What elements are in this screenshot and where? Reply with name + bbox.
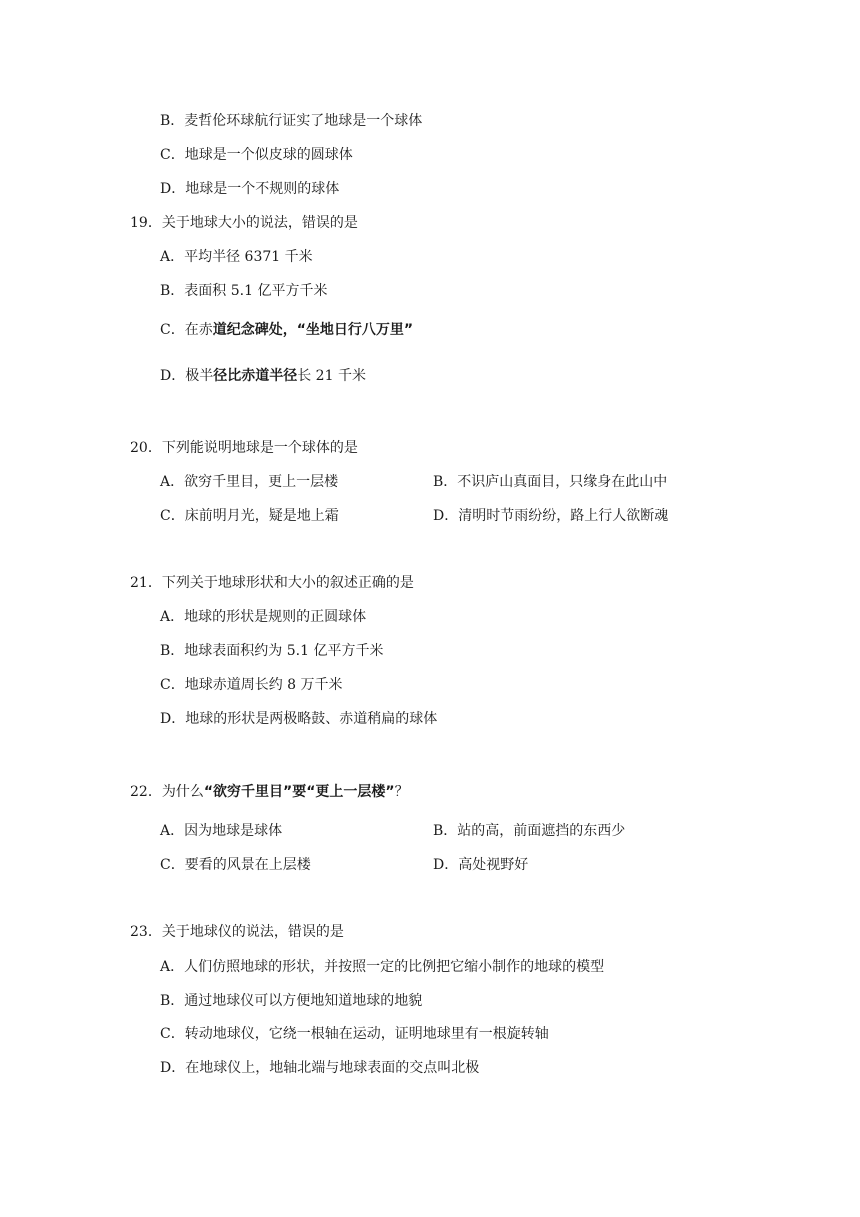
q21-option-c: C．地球赤道周长约 8 万千米 xyxy=(160,677,343,693)
q23-option-b: B．通过地球仪可以方便地知道地球的地貌 xyxy=(160,993,423,1009)
q21-stem: 21．下列关于地球形状和大小的叙述正确的是 xyxy=(130,575,414,591)
q19-option-d-prefix: D．极半 xyxy=(160,368,214,384)
q22-stem xyxy=(130,782,409,802)
q20-option-b: B．不识庐山真面目，只缘身在此山中 xyxy=(433,474,668,490)
q22-option-d: D．高处视野好 xyxy=(433,857,529,873)
q22-option-b: B．站的高，前面遮挡的东西少 xyxy=(433,823,626,839)
q19-stem: 19．关于地球大小的说法，错误的是 xyxy=(130,215,358,231)
q18-option-c: C．地球是一个似皮球的圆球体 xyxy=(160,147,353,163)
q19-option-d-suffix: 长 21 千米 xyxy=(297,368,366,384)
q23-option-d: D．在地球仪上，地轴北端与地球表面的交点叫北极 xyxy=(160,1060,480,1076)
q19-option-c-rest: 道纪念碑处，“坐地日行八万里” xyxy=(212,322,414,338)
q22-stem-quote: “欲穷千里目”要“更上一层楼” xyxy=(203,784,395,800)
q22-option-a: A．因为地球是球体 xyxy=(160,823,283,839)
q21-option-a: A．地球的形状是规则的正圆球体 xyxy=(160,609,367,625)
q19-option-b: B．表面积 5.1 亿平方千米 xyxy=(160,283,328,299)
q23-option-c: C．转动地球仪，它绕一根轴在运动，证明地球里有一根旋转轴 xyxy=(160,1026,549,1042)
q23-stem: 23．关于地球仪的说法，错误的是 xyxy=(130,924,344,940)
q20-option-c: C．床前明月光，疑是地上霜 xyxy=(160,508,339,524)
q18-option-b: B．麦哲伦环球航行证实了地球是一个球体 xyxy=(160,113,423,129)
q21-option-b: B．地球表面积约为 5.1 亿平方千米 xyxy=(160,643,384,659)
q22-stem-suffix: ？ xyxy=(394,784,409,800)
q23-option-a: A．人们仿照地球的形状，并按照一定的比例把它缩小制作的地球的模型 xyxy=(160,959,605,975)
q19-option-c-prefix: C．在赤 xyxy=(160,322,213,338)
q20-option-d: D．清明时节雨纷纷，路上行人欲断魂 xyxy=(433,508,669,524)
q20-stem: 20．下列能说明地球是一个球体的是 xyxy=(130,440,358,456)
q19-option-d xyxy=(160,366,366,386)
q20-option-a: A．欲穷千里目，更上一层楼 xyxy=(160,474,339,490)
q21-option-d: D．地球的形状是两极略鼓、赤道稍扁的球体 xyxy=(160,711,438,727)
q22-stem-prefix: 22．为什么 xyxy=(130,784,204,800)
q22-option-c: C．要看的风景在上层楼 xyxy=(160,857,311,873)
q19-option-d-mid: 径比赤道半径 xyxy=(213,368,298,384)
q18-option-d: D．地球是一个不规则的球体 xyxy=(160,181,340,197)
q19-option-c xyxy=(160,320,413,340)
q19-option-a: A．平均半径 6371 千米 xyxy=(160,249,313,265)
